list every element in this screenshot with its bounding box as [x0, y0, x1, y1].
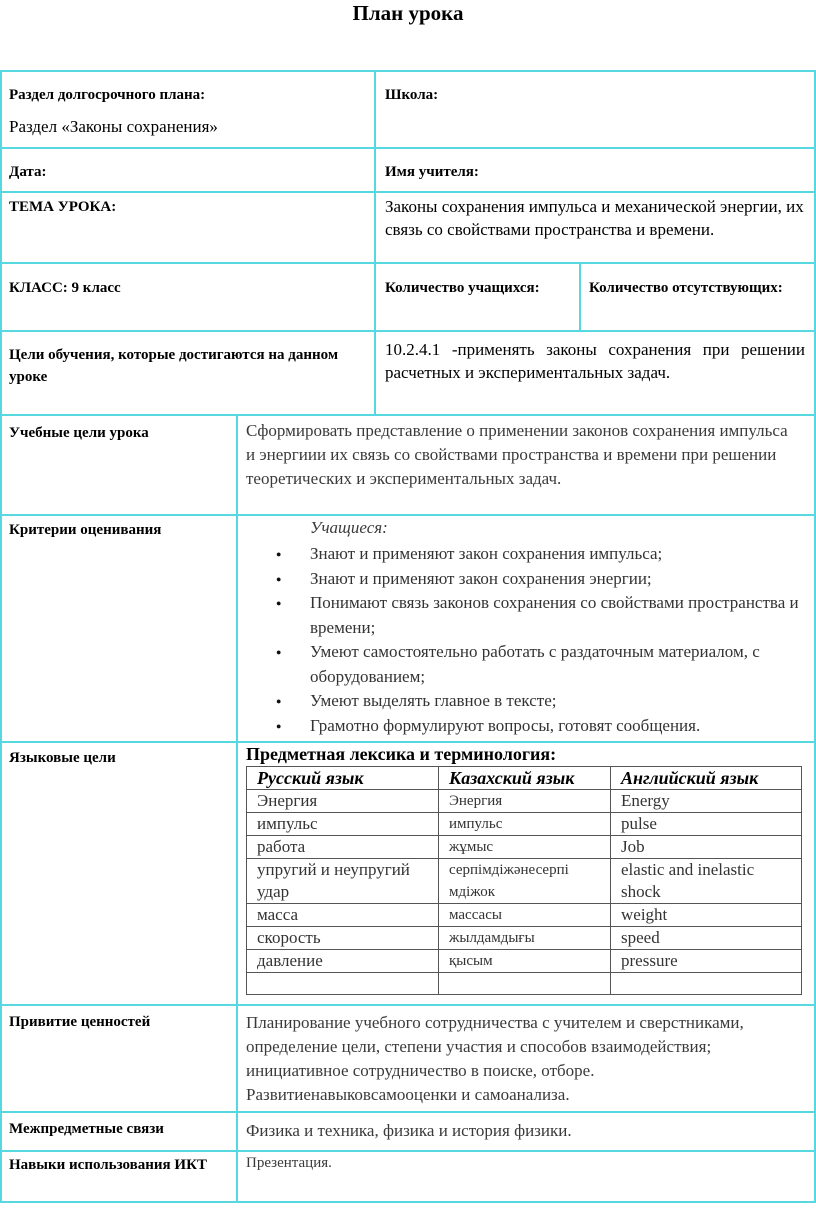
topic-label: ТЕМА УРОКА: — [9, 199, 117, 215]
class-label: КЛАСС: 9 класс — [9, 280, 121, 296]
list-item: ● Умеют самостоятельно работать с раздаточным материалом, с оборудованием; — [242, 640, 812, 689]
section-value: Раздел «Законы сохранения» — [9, 117, 218, 136]
cross-value: Физика и техника, физика и история физики. — [246, 1121, 572, 1140]
criteria-list — [242, 542, 812, 738]
list-item: ● Умеют выделять главное в тексте; — [242, 689, 812, 714]
students-label: Количество учащихся: — [385, 280, 540, 296]
table-row — [247, 973, 802, 995]
table-row: масса массасы weight — [247, 904, 802, 927]
school-label: Школа: — [385, 87, 439, 103]
goals-label: Цели обучения, которые достигаются на данном уроке — [9, 347, 339, 385]
lexicon-table — [246, 766, 802, 995]
values-label: Привитие ценностей — [9, 1014, 151, 1030]
section-label: Раздел долгосрочного плана: — [9, 87, 206, 103]
ict-value: Презентация. — [246, 1155, 332, 1171]
list-item: ● Грамотно формулируют вопросы, готовят сообщения. — [242, 714, 812, 739]
table-row: упругий и неупругий удар серпімдіжәнесерпі мдіжок elastic and inelastic shock — [247, 859, 802, 904]
list-item: ● Знают и применяют закон сохранения энергии; — [242, 567, 812, 592]
edu-goals-label: Учебные цели урока — [9, 425, 149, 441]
column-header: Русский язык — [247, 767, 439, 790]
topic-value: Законы сохранения импульса и механической энергии, их связь со свойствами пространства и времени. — [385, 197, 804, 239]
table-row: Энергия Энергия Energy — [247, 790, 802, 813]
criteria-label: Критерии оценивания — [9, 522, 162, 538]
edu-goals-value: Сформировать представление о применении законов сохранения импульса и энергиии их связь со свойствами пространства и времени при решении теоретических и экспериментальных задач. — [246, 421, 788, 488]
lexicon-heading: Предметная лексика и терминология: — [246, 744, 557, 764]
values-value: Планирование учебного сотрудничества с учителем и сверстниками, определение цели, степени участия и способов взаимодействия; инициативное сотрудничество в поиске, отборе. Развитиенавыковсамооценки и самоанализа. — [246, 1013, 744, 1104]
table-row: скорость жылдамдығы speed — [247, 927, 802, 950]
column-header: Английский язык — [611, 767, 802, 790]
date-label: Дата: — [9, 164, 47, 180]
criteria-intro: Учащиеся: — [310, 518, 388, 537]
goals-value: 10.2.4.1 -применять законы сохранения при решении расчетных и экспериментальных задач. — [385, 340, 805, 382]
list-item: ● Знают и применяют закон сохранения импульса; — [242, 542, 812, 567]
cross-label: Межпредметные связи — [9, 1121, 164, 1137]
table-row: давление қысым pressure — [247, 950, 802, 973]
column-header: Казахский язык — [439, 767, 611, 790]
language-label: Языковые цели — [9, 750, 116, 766]
list-item: ● Понимают связь законов сохранения со свойствами пространства и времени; — [242, 591, 812, 640]
teacher-label: Имя учителя: — [385, 164, 479, 180]
ict-label: Навыки использования ИКТ — [9, 1157, 207, 1173]
table-row: работа жұмыс Job — [247, 836, 802, 859]
page-title: План урока — [352, 1, 464, 25]
table-row: импульс импульс pulse — [247, 813, 802, 836]
absent-label: Количество отсутствующих: — [589, 280, 783, 296]
